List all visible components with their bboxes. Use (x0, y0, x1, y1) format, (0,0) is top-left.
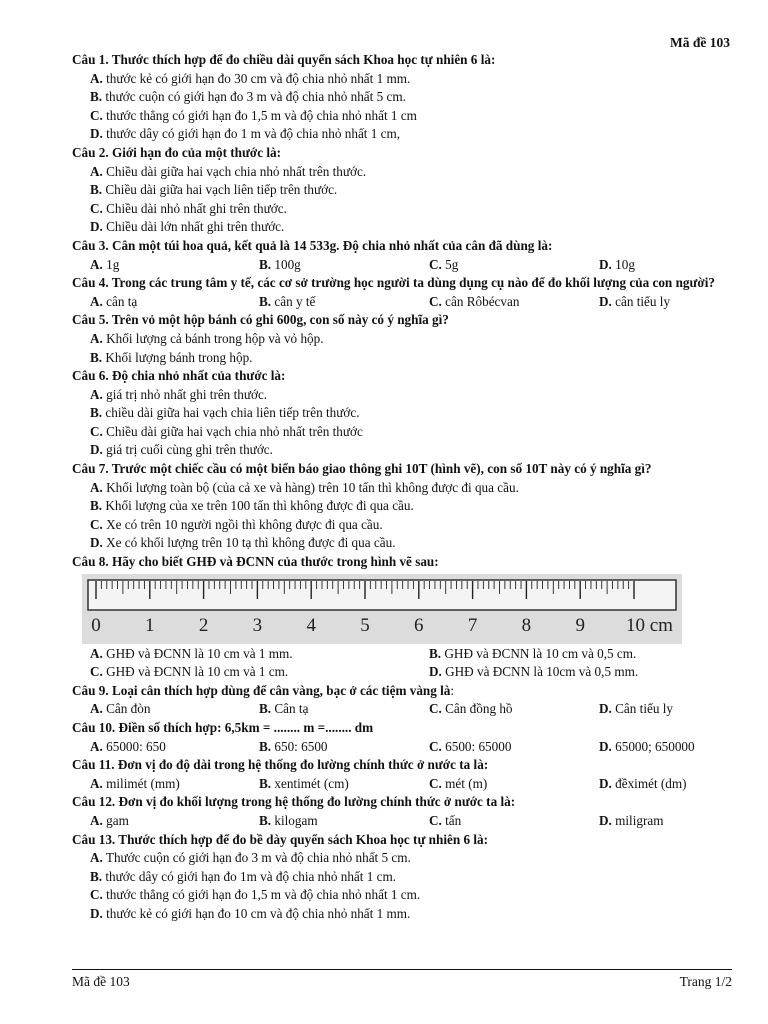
footer-exam-code: Mã đề 103 (72, 974, 130, 989)
answer-option (90, 256, 259, 275)
question-list (72, 51, 732, 924)
answer-option (429, 256, 599, 275)
answer-row (72, 812, 732, 831)
question-number: Câu 5. (72, 312, 109, 328)
option-text: Khối lượng bánh trong hộp. (105, 349, 253, 365)
ruler-label: 8 (521, 614, 532, 636)
question-stem (72, 682, 732, 701)
option-key: A. (90, 738, 103, 754)
option-key: A. (90, 330, 103, 346)
option-key: B. (90, 498, 103, 514)
footer-page-number: Trang 1/2 (679, 974, 732, 989)
answer-row (72, 645, 732, 664)
option-key: B. (259, 775, 272, 791)
answer-option (72, 905, 732, 924)
question-text: Đơn vị đo độ dài trong hệ thống đo lường chính thức ở nước ta là: (117, 757, 489, 773)
option-text: cân y tế (274, 293, 316, 309)
option-text: 65000: 650 (106, 738, 166, 754)
question-stem (72, 719, 732, 738)
option-key: A. (90, 645, 103, 661)
option-key: A. (90, 163, 103, 179)
option-text: kilogam (274, 812, 318, 828)
option-text: GHĐ và ĐCNN là 10 cm và 1 mm. (106, 645, 293, 661)
answer-option (72, 534, 732, 553)
option-key: D. (599, 738, 612, 754)
answer-option (90, 293, 259, 312)
option-key: C. (429, 775, 442, 791)
answer-option (90, 645, 429, 664)
option-text: gam (106, 812, 129, 828)
answer-option (72, 849, 732, 868)
answer-row (72, 775, 732, 794)
answer-option (72, 125, 732, 144)
ruler-label: 6 (414, 614, 424, 636)
answer-option (90, 775, 259, 794)
question-text: Hãy cho biết GHĐ và ĐCNN của thước trong hình vẽ sau: (111, 554, 439, 570)
question-number: Câu 2. (72, 144, 109, 160)
option-key: B. (259, 812, 272, 828)
answer-option (599, 293, 749, 312)
option-key: B. (259, 293, 272, 309)
option-text: miligram (615, 812, 664, 828)
question-text: Điền số thích hợp: 6,5km = ........ m =........ dm (118, 720, 374, 735)
option-key: C. (429, 738, 442, 754)
question-stem (72, 793, 732, 812)
option-text: đềximét (dm) (615, 775, 687, 791)
answer-option (429, 738, 599, 757)
answer-option (72, 107, 732, 126)
answer-option (90, 700, 259, 719)
answer-option (599, 256, 749, 275)
question-stem (72, 51, 732, 70)
option-key: A. (90, 386, 103, 402)
answer-option (72, 218, 732, 237)
answer-option (599, 775, 749, 794)
option-text: Cân đòn (106, 701, 151, 717)
answer-option (72, 886, 732, 905)
question-text: Đơn vị đo khối lượng trong hệ thống đo lường chính thức ở nước ta là: (118, 794, 516, 810)
answer-option (429, 700, 599, 719)
answer-option (72, 88, 732, 107)
question-stem (72, 144, 732, 163)
option-text: xentimét (cm) (274, 775, 349, 791)
answer-option (429, 812, 599, 831)
question-stem (72, 311, 732, 330)
option-key: A. (90, 256, 103, 272)
option-text: Thước cuộn có giới hạn đo 3 m và độ chia nhỏ nhất 5 cm. (105, 850, 411, 866)
answer-option (90, 738, 259, 757)
option-text: Chiều dài giữa hai vạch chia nhỏ nhất trên thước (106, 423, 363, 439)
ruler-label: 9 (575, 614, 585, 636)
ruler-label: 2 (198, 614, 209, 636)
option-key: B. (259, 701, 272, 717)
option-key: A. (90, 812, 103, 828)
answer-row (72, 256, 732, 275)
option-text: GHĐ và ĐCNN là 10 cm và 1 cm. (106, 664, 289, 680)
option-key: D. (90, 126, 103, 142)
ruler-label: 0 (91, 614, 101, 636)
answer-option (72, 497, 732, 516)
answer-option (72, 868, 732, 887)
answer-row (72, 738, 732, 757)
question-number: Câu 12. (72, 794, 116, 810)
answer-option (72, 479, 732, 498)
question-text: Thước thích hợp để đo bề dày quyển sách Khoa học tự nhiên 6 là: (118, 831, 489, 847)
option-text: cân tiểu ly (615, 293, 671, 309)
option-text: 5g (445, 256, 459, 272)
option-text: mét (m) (445, 775, 488, 791)
option-text: thước thẳng có giới hạn đo 1,5 m và độ chia nhỏ nhất 1 cm. (106, 887, 421, 903)
answer-option (72, 330, 732, 349)
option-key: A. (90, 850, 103, 866)
question-number: Câu 6. (72, 368, 109, 384)
answer-option (72, 404, 732, 423)
option-key: B. (90, 182, 103, 198)
answer-option (599, 738, 749, 757)
option-text: 1g (106, 256, 120, 272)
option-text: thước thẳng có giới hạn đo 1,5 m và độ chia nhỏ nhất 1 cm (106, 107, 417, 123)
answer-option (72, 200, 732, 219)
option-key: A. (90, 293, 103, 309)
answer-option (90, 663, 429, 682)
question-number: Câu 7. (72, 461, 109, 477)
option-text: giá trị cuối cùng ghi trên thước. (106, 442, 273, 458)
option-key: A. (90, 701, 103, 717)
option-text: giá trị nhỏ nhất ghi trên thước. (106, 386, 268, 402)
option-key: C. (90, 423, 103, 439)
option-text: 100g (274, 256, 301, 272)
option-text: Cân tạ (274, 701, 309, 717)
question-text: Độ chia nhỏ nhất của thước là: (111, 368, 286, 384)
option-text: thước dây có giới hạn đo 1m và độ chia nhỏ nhất 1 cm. (105, 868, 397, 884)
question-number: Câu 8. (72, 554, 109, 570)
ruler-figure-container (82, 574, 682, 644)
option-key: D. (599, 701, 612, 717)
page-footer (72, 969, 732, 989)
option-key: A. (90, 479, 103, 495)
question-number: Câu 4. (72, 275, 109, 291)
question-stem (72, 756, 732, 775)
option-text: thước kẻ có giới hạn đo 30 cm và độ chia nhỏ nhất 1 mm. (106, 70, 411, 86)
option-key: D. (599, 775, 612, 791)
answer-option (429, 775, 599, 794)
answer-option (429, 645, 749, 664)
answer-row (72, 700, 732, 719)
option-key: D. (90, 905, 103, 921)
option-text: Xe có khối lượng trên 10 tạ thì không được đi qua cầu. (106, 535, 396, 551)
option-text: Chiều dài lớn nhất ghi trên thước. (106, 219, 285, 235)
option-text: Cân tiểu ly (615, 701, 673, 717)
answer-option (259, 812, 429, 831)
ruler-label: 4 (306, 614, 316, 636)
answer-row (72, 293, 732, 312)
option-text: cân Rôbécvan (445, 293, 520, 309)
question-stem (72, 274, 732, 293)
question-number: Câu 11. (72, 757, 115, 773)
option-key: B. (259, 738, 272, 754)
option-key: C. (429, 293, 442, 309)
option-key: D. (429, 664, 442, 680)
option-key: B. (259, 256, 272, 272)
ruler-label: 1 (145, 614, 155, 636)
question-suffix: : (450, 682, 455, 698)
option-text: chiều dài giữa hai vạch chia liên tiếp trên thước. (105, 405, 360, 421)
ruler-label: 7 (467, 614, 478, 636)
option-text: Cân đồng hồ (445, 701, 513, 717)
option-key: C. (90, 516, 103, 532)
option-key: C. (429, 812, 442, 828)
question-text: Cân một túi hoa quả, kết quả là 14 533g. Độ chia nhỏ nhất của cân đã dùng là: (111, 237, 553, 253)
answer-option (429, 663, 749, 682)
option-key: A. (90, 775, 103, 791)
option-key: B. (429, 645, 442, 661)
option-key: D. (599, 812, 612, 828)
question-stem (72, 553, 732, 572)
answer-option (72, 70, 732, 89)
option-key: D. (90, 535, 103, 551)
option-text: thước dây có giới hạn đo 1 m và độ chia nhỏ nhất 1 cm, (106, 126, 401, 142)
question-stem (72, 237, 732, 256)
answer-option (259, 700, 429, 719)
question-number: Câu 10. (72, 720, 116, 735)
answer-option (72, 386, 732, 405)
answer-option (72, 441, 732, 460)
option-key: B. (90, 89, 103, 105)
option-text: Chiều dài giữa hai vạch chia nhỏ nhất trên thước. (106, 163, 367, 179)
answer-row (72, 663, 732, 682)
exam-code: Mã đề 103 (670, 35, 730, 50)
option-text: GHĐ và ĐCNN là 10cm và 0,5 mm. (445, 664, 639, 680)
option-text: Khối lượng cả bánh trong hộp và vỏ hộp. (106, 330, 324, 346)
option-text: Chiều dài giữa hai vạch liên tiếp trên thước. (105, 182, 338, 198)
option-text: thước kẻ có giới hạn đo 10 cm và độ chia nhỏ nhất 1 mm. (106, 905, 411, 921)
option-key: C. (429, 701, 442, 717)
answer-option (259, 738, 429, 757)
answer-option (72, 349, 732, 368)
option-text: thước cuộn có giới hạn đo 3 m và độ chia nhỏ nhất 5 cm. (105, 89, 406, 105)
option-key: A. (90, 70, 103, 86)
option-key: B. (90, 405, 103, 421)
option-key: C. (90, 107, 103, 123)
answer-option (599, 812, 749, 831)
question-text: Thước thích hợp để đo chiều dài quyển sách Khoa học tự nhiên 6 là: (111, 52, 496, 67)
ruler-label: 10 cm (626, 614, 673, 636)
option-text: cân tạ (106, 293, 138, 309)
option-key: C. (90, 200, 103, 216)
question-text: Giới hạn đo của một thước là: (111, 144, 281, 160)
option-key: D. (90, 219, 103, 235)
question-number: Câu 9. (72, 682, 109, 698)
ruler-body (88, 580, 676, 610)
option-text: Chiều dài nhỏ nhất ghi trên thước. (106, 200, 287, 216)
option-key: C. (429, 256, 442, 272)
answer-option (72, 516, 732, 535)
question-stem (72, 831, 732, 850)
question-number: Câu 1. (72, 52, 109, 67)
answer-option (429, 293, 599, 312)
question-text: Loại cân thích hợp dùng để cân vàng, bạc ở các tiệm vàng là (111, 682, 451, 698)
question-number: Câu 13. (72, 831, 116, 847)
option-text: 10g (615, 256, 635, 272)
option-key: D. (599, 293, 612, 309)
option-key: C. (90, 664, 103, 680)
answer-option (90, 812, 259, 831)
answer-option (259, 775, 429, 794)
question-number: Câu 3. (72, 237, 109, 253)
option-key: B. (90, 868, 103, 884)
option-text: 65000; 650000 (615, 738, 695, 754)
question-text: Trong các trung tâm y tế, các cơ sở trường học người ta dùng dụng cụ nào để đo khối lượng của con người? (111, 275, 715, 291)
option-text: 650: 6500 (274, 738, 328, 754)
option-text: 6500: 65000 (445, 738, 512, 754)
ruler-label: 3 (252, 614, 263, 636)
ruler-label: 5 (360, 614, 370, 636)
option-text: Khối lượng của xe trên 100 tấn thì không được đi qua cầu. (105, 498, 414, 514)
answer-option (599, 700, 749, 719)
option-text: tấn (445, 812, 462, 828)
answer-option (259, 293, 429, 312)
option-key: D. (599, 256, 612, 272)
option-text: Khối lượng toàn bộ (của cả xe và hàng) trên 10 tấn thì không được đi qua cầu. (106, 479, 519, 495)
ruler-figure (82, 574, 682, 644)
question-text: Trên vỏ một hộp bánh có ghi 600g, con số này có ý nghĩa gì? (111, 312, 449, 328)
option-key: C. (90, 887, 103, 903)
answer-option (72, 423, 732, 442)
question-stem (72, 367, 732, 386)
question-stem (72, 460, 732, 479)
option-text: milimét (mm) (106, 775, 180, 791)
option-key: B. (90, 349, 103, 365)
answer-option (72, 181, 732, 200)
option-text: GHĐ và ĐCNN là 10 cm và 0,5 cm. (444, 645, 637, 661)
option-key: D. (90, 442, 103, 458)
answer-option (72, 163, 732, 182)
option-text: Xe có trên 10 người ngồi thì không được đi qua cầu. (106, 516, 383, 532)
answer-option (259, 256, 429, 275)
question-text: Trước một chiếc cầu có một biển báo giao thông ghi 10T (hình vẽ), con số 10T này có ý nghĩa gì? (111, 461, 652, 477)
